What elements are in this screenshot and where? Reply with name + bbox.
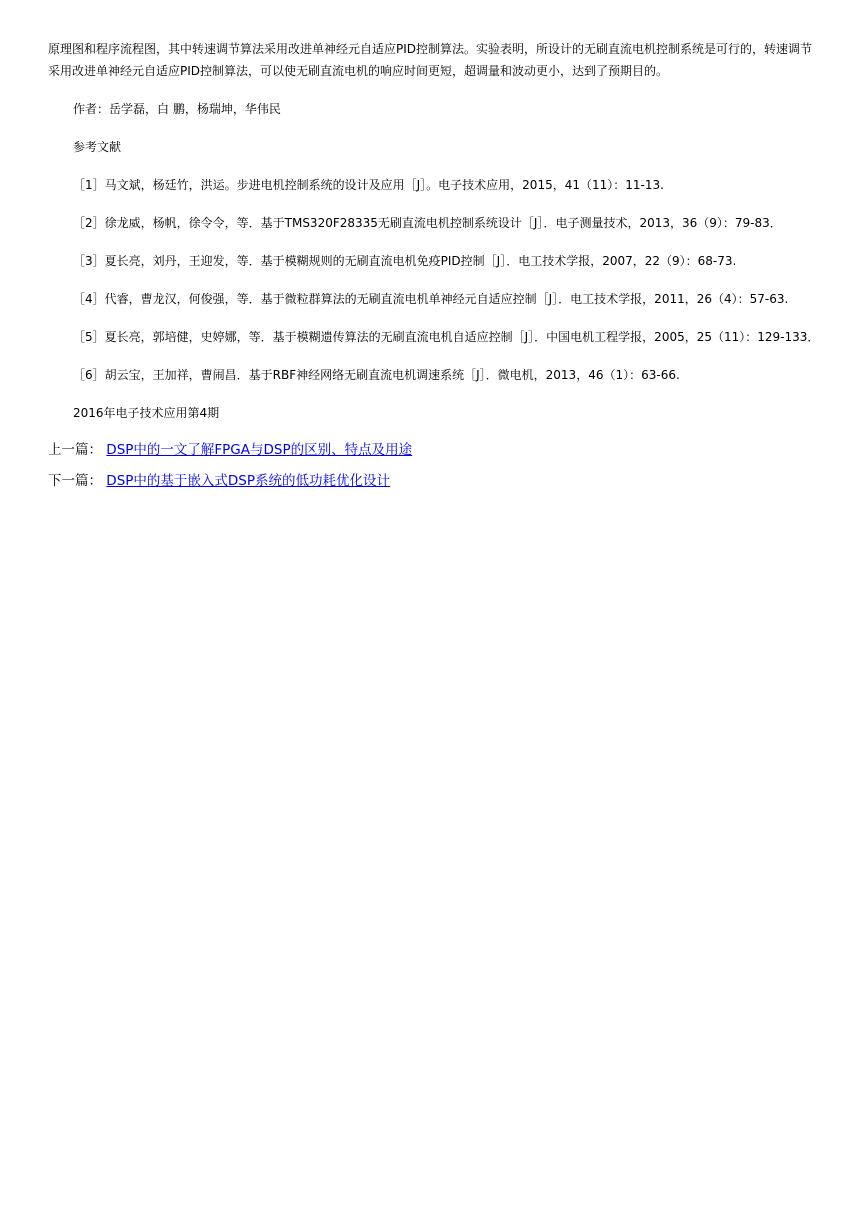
prev-article-link[interactable]: DSP中的一文了解FPGA与DSP的区别、特点及用途 xyxy=(106,442,413,458)
reference-item-1: ［1］马文斌，杨廷竹，洪运。步进电机控制系统的设计及应用［J］。电子技术应用，2015，41（11）：11-13. xyxy=(73,178,664,192)
reference-item-2: ［2］徐龙威，杨帆，徐令令，等．基于TMS320F28335无刷直流电机控制系统设计［J］．电子测量技术，2013，36（9）：79-83． xyxy=(73,216,782,230)
references-list xyxy=(48,174,820,386)
next-article-row xyxy=(48,471,820,491)
next-article-label: 下一篇： xyxy=(48,473,102,489)
references-heading: 参考文献 xyxy=(73,140,122,154)
prev-article-label: 上一篇： xyxy=(48,442,102,458)
article-intro-text: 原理图和程序流程图，其中转速调节算法采用改进单神经元自适应PID控制算法。实验表明，所设计的无刷直流电机控制系统是可行的，转速调节采用改进单神经元自适应PID控制算法，可以使无刷直流电机的响应时间更短，超调量和波动更小，达到了预期目的。 xyxy=(48,42,813,78)
reference-item-4: ［4］代睿，曹龙汉，何俊强，等．基于微粒群算法的无刷直流电机单神经元自适应控制［J］．电工技术学报，2011，26（4）：57-63. xyxy=(73,292,789,306)
article-authors: 作者：岳学磊，白 鹏，杨瑞坤，华伟民 xyxy=(73,102,281,116)
article-source: 2016年电子技术应用第4期 xyxy=(73,406,220,420)
prev-article-row xyxy=(48,440,820,460)
reference-item-6: ［6］胡云宝，王加祥，曹闹昌．基于RBF神经网络无刷直流电机调速系统［J］．微电机，2013，46（1）：63-66. xyxy=(73,368,680,382)
reference-item-5: ［5］夏长亮，郭培健，史婷娜，等．基于模糊遗传算法的无刷直流电机自适应控制［J］．中国电机工程学报，2005，25（11）：129-133． xyxy=(73,330,820,344)
reference-item-3: ［3］夏长亮，刘丹，王迎发，等．基于模糊规则的无刷直流电机免疫PID控制［J］．电工技术学报，2007，22（9）：68-73. xyxy=(73,254,737,268)
next-article-link[interactable]: DSP中的基于嵌入式DSP系统的低功耗优化设计 xyxy=(106,473,391,489)
